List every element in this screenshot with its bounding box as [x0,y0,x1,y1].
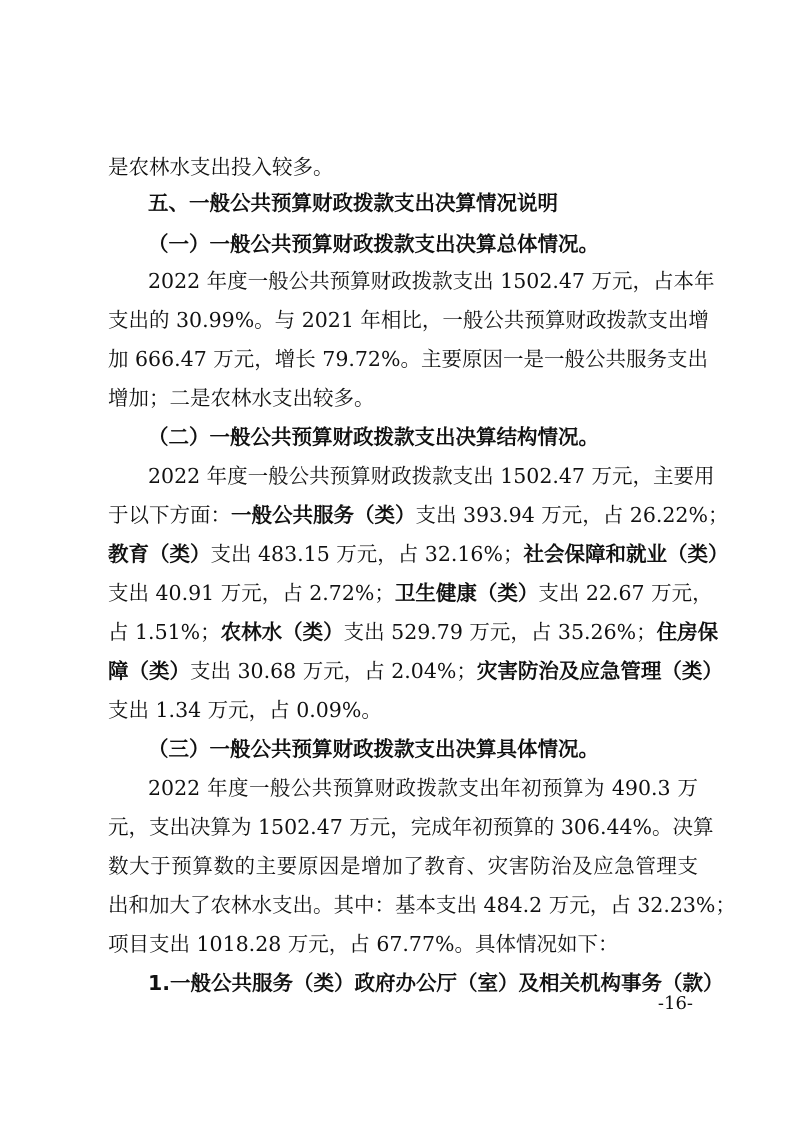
text-span: 于以下方面： [108,503,231,527]
paragraph-line [108,500,729,530]
paragraph-line: 增加；二是农林水支出较多。 [108,386,375,410]
category-label: 教育（类） [108,542,211,566]
paragraph-line: 2022 年度一般公共预算财政拨款支出年初预算为 490.3 万 [148,776,698,800]
subsection-heading: （二）一般公共预算财政拨款支出决算结构情况。 [148,425,599,449]
paragraph-line: 加 666.47 万元，增长 79.72%。主要原因一是一般公共服务支出 [108,347,708,371]
paragraph-line: 2022 年度一般公共预算财政拨款支出 1502.47 万元，主要用 [148,464,715,488]
paragraph-line: 数大于预算数的主要原因是增加了教育、灾害防治及应急管理支 [108,854,698,878]
text-span: 支出 22.67 万元， [538,581,713,605]
section-heading: 五、一般公共预算财政拨款支出决算情况说明 [148,191,558,215]
category-label: 障（类） [108,659,190,683]
category-label: 一般公共服务（类） [231,503,416,527]
paragraph-line: 是农林水支出投入较多。 [108,155,334,179]
category-label: 社会保障和就业（类） [523,542,729,566]
paragraph-line [108,656,723,686]
text-span: 支出 529.79 万元，占 35.26%； [343,620,657,644]
paragraph-line: 支出的 30.99%。与 2021 年相比，一般公共预算财政拨款支出增 [108,308,709,332]
paragraph-line: 支出 1.34 万元，占 0.09%。 [108,698,382,722]
page-number: -16- [657,993,693,1014]
paragraph-line: 出和加大了农林水支出。其中：基本支出 484.2 万元，占 32.23%； [108,893,736,917]
paragraph-line [108,578,713,608]
paragraph-line [108,617,719,647]
category-label: 卫生健康（类） [394,581,539,605]
text-span: 占 1.51%； [108,620,221,644]
paragraph-line: 2022 年度一般公共预算财政拨款支出 1502.47 万元，占本年 [148,269,715,293]
paragraph-line: 元，支出决算为 1502.47 万元，完成年初预算的 306.44%。决算 [108,815,714,839]
text-span: 支出 30.68 万元，占 2.04%； [190,659,477,683]
subsection-heading: （三）一般公共预算财政拨款支出决算具体情况。 [148,737,599,761]
text-span: 支出 393.94 万元，占 26.22%； [415,503,729,527]
item-heading: 1.一般公共服务（类）政府办公厅（室）及相关机构事务（款） [148,971,724,995]
paragraph-line [108,539,729,569]
text-span: 支出 40.91 万元，占 2.72%； [108,581,395,605]
subsection-heading: （一）一般公共预算财政拨款支出决算总体情况。 [148,232,599,256]
text-span: 支出 483.15 万元，占 32.16%； [210,542,524,566]
category-label: 农林水（类） [220,620,344,644]
category-label: 住房保 [656,620,719,644]
category-label: 灾害防治及应急管理（类） [476,659,723,683]
paragraph-line: 项目支出 1018.28 万元，占 67.77%。具体情况如下： [108,932,619,956]
